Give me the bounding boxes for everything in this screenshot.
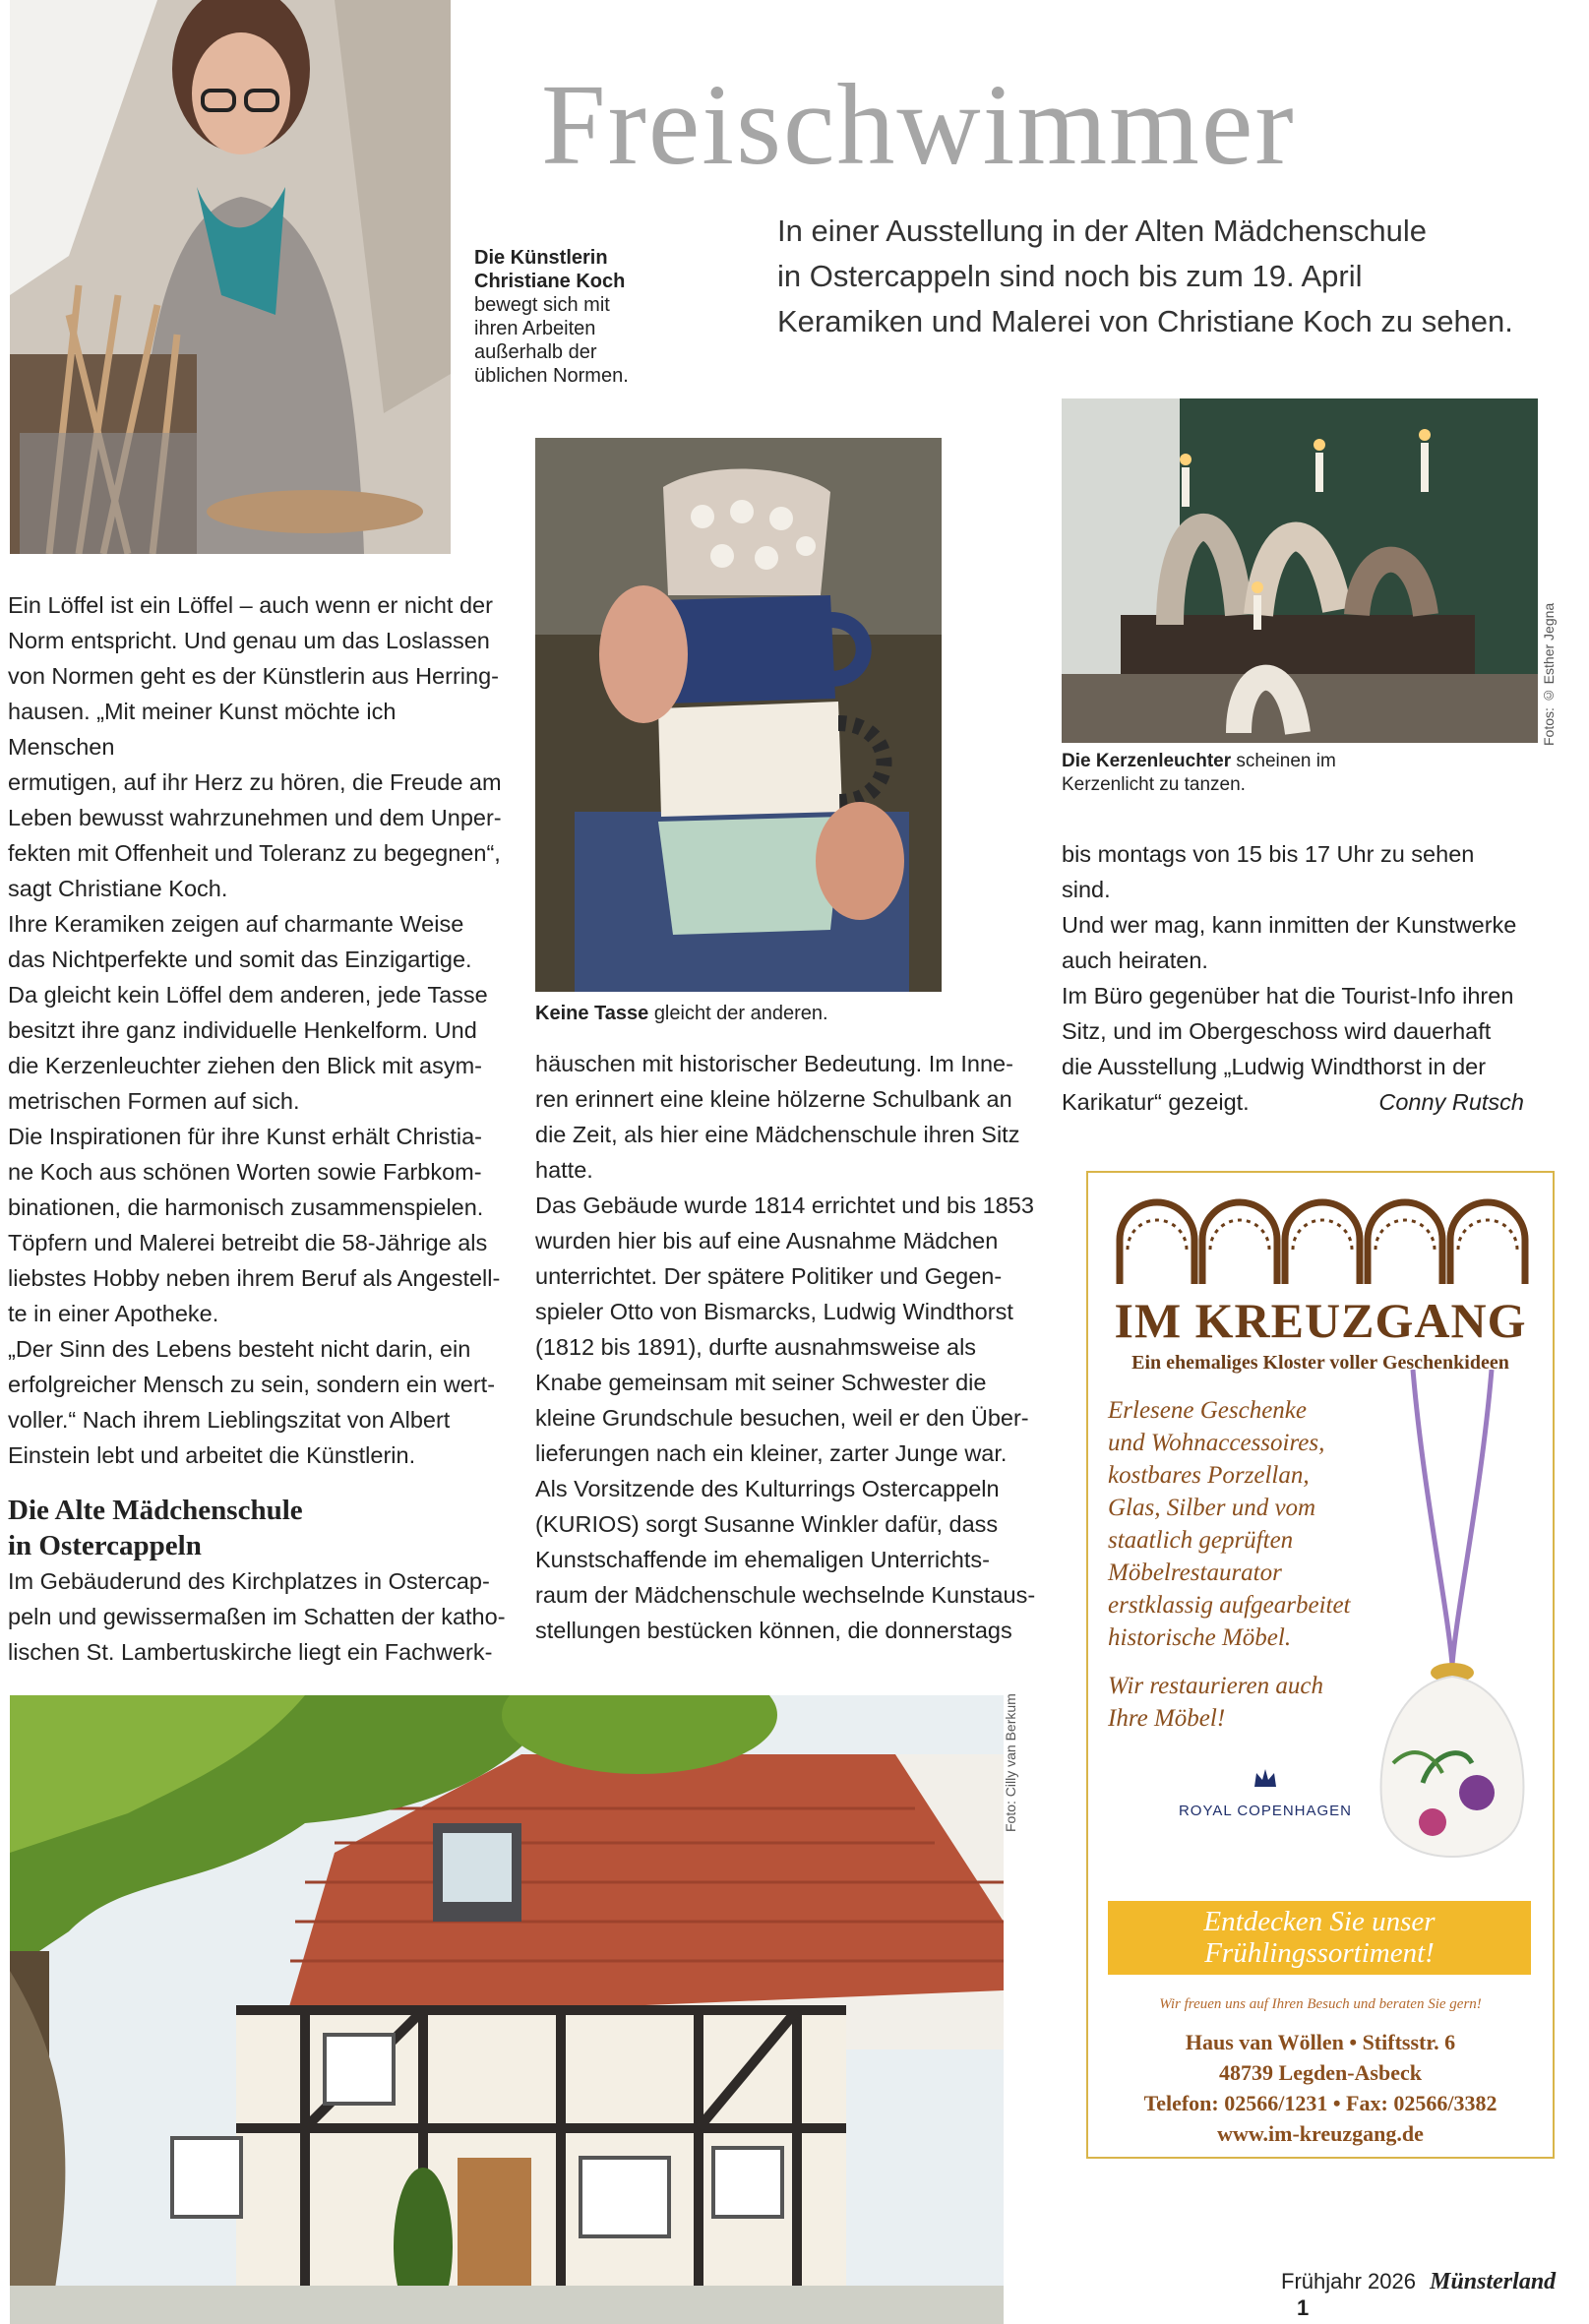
intro-line: in Ostercappeln sind noch bis zum 19. April	[777, 259, 1363, 293]
text-line: von Normen geht es der Künstlerin aus Herring-	[8, 663, 499, 689]
ad-offer-line: Glas, Silber und vom	[1108, 1495, 1316, 1521]
text-line: Im Büro gegenüber hat die Tourist-Info ihren	[1062, 983, 1514, 1009]
text-line: Als Vorsitzende des Kulturrings Ostercappeln	[535, 1476, 1000, 1501]
ad-note: Wir freuen uns auf Ihren Besuch und beraten Sie gern!	[1159, 1996, 1482, 2012]
text-line: ne Koch aus schönen Worten sowie Farbkom-	[8, 1159, 482, 1185]
ad-subtitle: Ein ehemaliges Kloster voller Geschenkideen	[1131, 1352, 1509, 1374]
text-line: unterrichtet. Der spätere Politiker und Gegen-	[535, 1263, 1003, 1289]
text-line: häuschen mit historischer Bedeutung. Im Inne-	[535, 1051, 1013, 1076]
page-title: Freischwimmer	[541, 60, 1296, 189]
ad-website-link[interactable]: www.im-kreuzgang.de	[1217, 2121, 1424, 2146]
author-name: Conny Rutsch	[1378, 1089, 1524, 1115]
ad-banner-line: Frühlingssortiment!	[1204, 1937, 1435, 1969]
text-line: wurden hier bis auf eine Ausnahme Mädchen	[535, 1228, 999, 1254]
ad-address-line: 48739 Legden-Asbeck	[1219, 2060, 1422, 2085]
text-line: fekten mit Offenheit und Toleranz zu begegnen“,	[8, 840, 501, 866]
caption-text: scheinen im	[1236, 751, 1336, 771]
text-line: Ihre Keramiken zeigen auf charmante Weise	[8, 911, 464, 937]
magazine-logo: Münsterland	[1430, 2269, 1557, 2294]
text-line	[1062, 1084, 1524, 1120]
caption-text: gleicht der anderen.	[653, 1003, 828, 1024]
caption-text: außerhalb der	[474, 341, 597, 363]
article-column-1	[8, 587, 508, 1670]
building-photo-credit: Foto: Cilly van Berkum	[1003, 1693, 1018, 1832]
page-number: 1	[1297, 2295, 1310, 2320]
text-line: Ein Löffel ist ein Löffel – auch wenn er nicht der	[8, 592, 493, 618]
intro-line: In einer Ausstellung in der Alten Mädchenschule	[777, 214, 1428, 248]
intro-text	[777, 209, 1545, 344]
text-line: (KURIOS) sorgt Susanne Winkler dafür, dass	[535, 1511, 999, 1537]
text-line: das Nichtperfekte und somit das Einzigartige.	[8, 947, 472, 972]
text-line: sagt Christiane Koch.	[8, 876, 228, 901]
text-line: te in einer Apotheke.	[8, 1301, 219, 1326]
text-line: ren erinnert eine kleine hölzerne Schulbank an	[535, 1086, 1012, 1112]
text-line: auch heiraten.	[1062, 948, 1208, 973]
text-line: voller.“ Nach ihrem Lieblingszitat von Albert	[8, 1407, 451, 1433]
text-line: Die Inspirationen für ihre Kunst erhält Christia-	[8, 1124, 482, 1149]
artist-caption	[474, 246, 661, 388]
text-line: hatte.	[535, 1157, 593, 1183]
text-line: Im Gebäuderund des Kirchplatzes in Ostercap-	[8, 1568, 490, 1594]
text-line: Töpfern und Malerei betreibt die 58-Jährige als	[8, 1230, 488, 1255]
text-line: (1812 bis 1891), durfte ausnahmsweise als	[535, 1334, 977, 1360]
text-line: lieferungen nach ein kleiner, zarter Junge war.	[535, 1440, 1008, 1466]
caption-text: üblichen Normen.	[474, 365, 629, 387]
ad-offer-line: erstklassig aufgearbeitet	[1108, 1592, 1351, 1619]
building-photo	[10, 1695, 1004, 2324]
text-line: hausen. „Mit meiner Kunst möchte ich Menschen	[8, 699, 397, 760]
text-line: Knabe gemeinsam mit seiner Schwester die	[535, 1370, 987, 1395]
photo-credit: Fotos: © Esther Jegna	[1541, 602, 1557, 746]
text-line: kleine Grundschule besuchen, weil er den Über-	[535, 1405, 1029, 1431]
text-line: Sitz, und im Obergeschoss wird dauerhaft	[1062, 1018, 1492, 1044]
ad-offer-line: und Wohnaccessoires,	[1108, 1430, 1325, 1456]
text-line: stellungen bestücken können, die donnerstags	[535, 1618, 1012, 1643]
caption-text: Kerzenlicht zu tanzen.	[1062, 774, 1246, 795]
issue-season: Frühjahr 2026	[1281, 2269, 1416, 2293]
text-line: bis montags von 15 bis 17 Uhr zu sehen sind.	[1062, 841, 1475, 902]
text-line: die Zeit, als hier eine Mädchenschule ihren Sitz	[535, 1122, 1020, 1147]
text-line: Das Gebäude wurde 1814 errichtet und bis 1853	[535, 1193, 1034, 1218]
advertisement-im-kreuzgang[interactable]	[1086, 1171, 1555, 2159]
caption-text: ihren Arbeiten	[474, 318, 596, 339]
caption-bold: Die Kerzenleuchter	[1062, 751, 1232, 771]
page-footer	[1281, 2269, 1589, 2321]
candles-photo	[1062, 398, 1538, 743]
text-line: spieler Otto von Bismarcks, Ludwig Windthorst	[535, 1299, 1013, 1324]
ad-restore-line: Ihre Möbel!	[1108, 1705, 1226, 1732]
ad-offer-line: historische Möbel.	[1108, 1624, 1292, 1651]
ad-address-line: Haus van Wöllen • Stiftsstr. 6	[1185, 2030, 1456, 2054]
text-line: binationen, die harmonisch zusammenspielen.	[8, 1194, 484, 1220]
ad-banner-line: Entdecken Sie unser	[1203, 1906, 1436, 1937]
text-line: lischen St. Lambertuskirche liegt ein Fachwerk-	[8, 1639, 493, 1665]
cups-photo	[535, 438, 942, 992]
artist-photo	[10, 0, 451, 554]
ad-restore-text	[1108, 1670, 1364, 1735]
ad-brand: IM KREUZGANG	[1114, 1293, 1527, 1348]
ad-offer-list	[1108, 1394, 1374, 1654]
text-line: liebstes Hobby neben ihrem Beruf als Angestell-	[8, 1265, 501, 1291]
subheading: in Ostercappeln	[8, 1530, 202, 1561]
text-line: besitzt ihre ganz individuelle Henkelform. Und	[8, 1017, 477, 1043]
text-line: ermutigen, auf ihr Herz zu hören, die Freude am	[8, 769, 502, 795]
text-line: raum der Mädchenschule wechselnde Kunstaus-	[535, 1582, 1036, 1608]
ad-address	[1088, 2027, 1553, 2149]
article-column-3	[1062, 836, 1524, 1120]
text-line: Norm entspricht. Und genau um das Loslassen	[8, 628, 490, 653]
text-line: die Kerzenleuchter ziehen den Blick mit asym-	[8, 1053, 482, 1078]
text-line: metrischen Formen auf sich.	[8, 1088, 300, 1114]
porcelain-egg-ornament-image	[1354, 1370, 1551, 1881]
ad-restore-line: Wir restaurieren auch	[1108, 1673, 1323, 1699]
cloister-arches-logo	[1112, 1191, 1529, 1289]
subheading: Die Alte Mädchenschule	[8, 1495, 303, 1526]
porcelain-brand-logo: ROYAL COPENHAGEN	[1178, 1803, 1353, 1819]
intro-line: Keramiken und Malerei von Christiane Koch zu sehen.	[777, 304, 1513, 338]
caption-bold: Die Künstlerin	[474, 247, 608, 269]
ad-offer-line: staatlich geprüften	[1108, 1527, 1294, 1554]
text-line: Leben bewusst wahrzunehmen und dem Unper-	[8, 805, 502, 830]
ad-address-line: Telefon: 02566/1231 • Fax: 02566/3382	[1143, 2091, 1497, 2115]
text-line: Kunstschaffende im ehemaligen Unterrichts-	[535, 1547, 990, 1572]
text-line: Einstein lebt und arbeitet die Künstlerin.	[8, 1442, 416, 1468]
caption-bold: Keine Tasse	[535, 1003, 649, 1024]
text-line: die Ausstellung „Ludwig Windthorst in der	[1062, 1054, 1487, 1079]
cups-caption	[535, 1002, 948, 1025]
ad-banner[interactable]	[1108, 1901, 1531, 1975]
ad-offer-line: Erlesene Geschenke	[1108, 1397, 1307, 1424]
text-line: Da gleicht kein Löffel dem anderen, jede Tasse	[8, 982, 488, 1008]
ad-offer-line: Möbelrestaurator	[1108, 1560, 1282, 1586]
text-fragment: Karikatur“ gezeigt.	[1062, 1089, 1250, 1115]
caption-text: bewegt sich mit	[474, 294, 610, 316]
crown-icon	[1251, 1763, 1280, 1793]
text-line: peln und gewissermaßen im Schatten der katho-	[8, 1604, 506, 1629]
text-line: erfolgreicher Mensch zu sein, sondern ein wert-	[8, 1372, 496, 1397]
caption-bold: Christiane Koch	[474, 271, 626, 292]
text-line: Und wer mag, kann inmitten der Kunstwerke	[1062, 912, 1517, 938]
article-column-2	[535, 1046, 1047, 1648]
ad-offer-line: kostbares Porzellan,	[1108, 1462, 1310, 1489]
candles-caption	[1062, 750, 1534, 797]
text-line: „Der Sinn des Lebens besteht nicht darin, ein	[8, 1336, 471, 1362]
